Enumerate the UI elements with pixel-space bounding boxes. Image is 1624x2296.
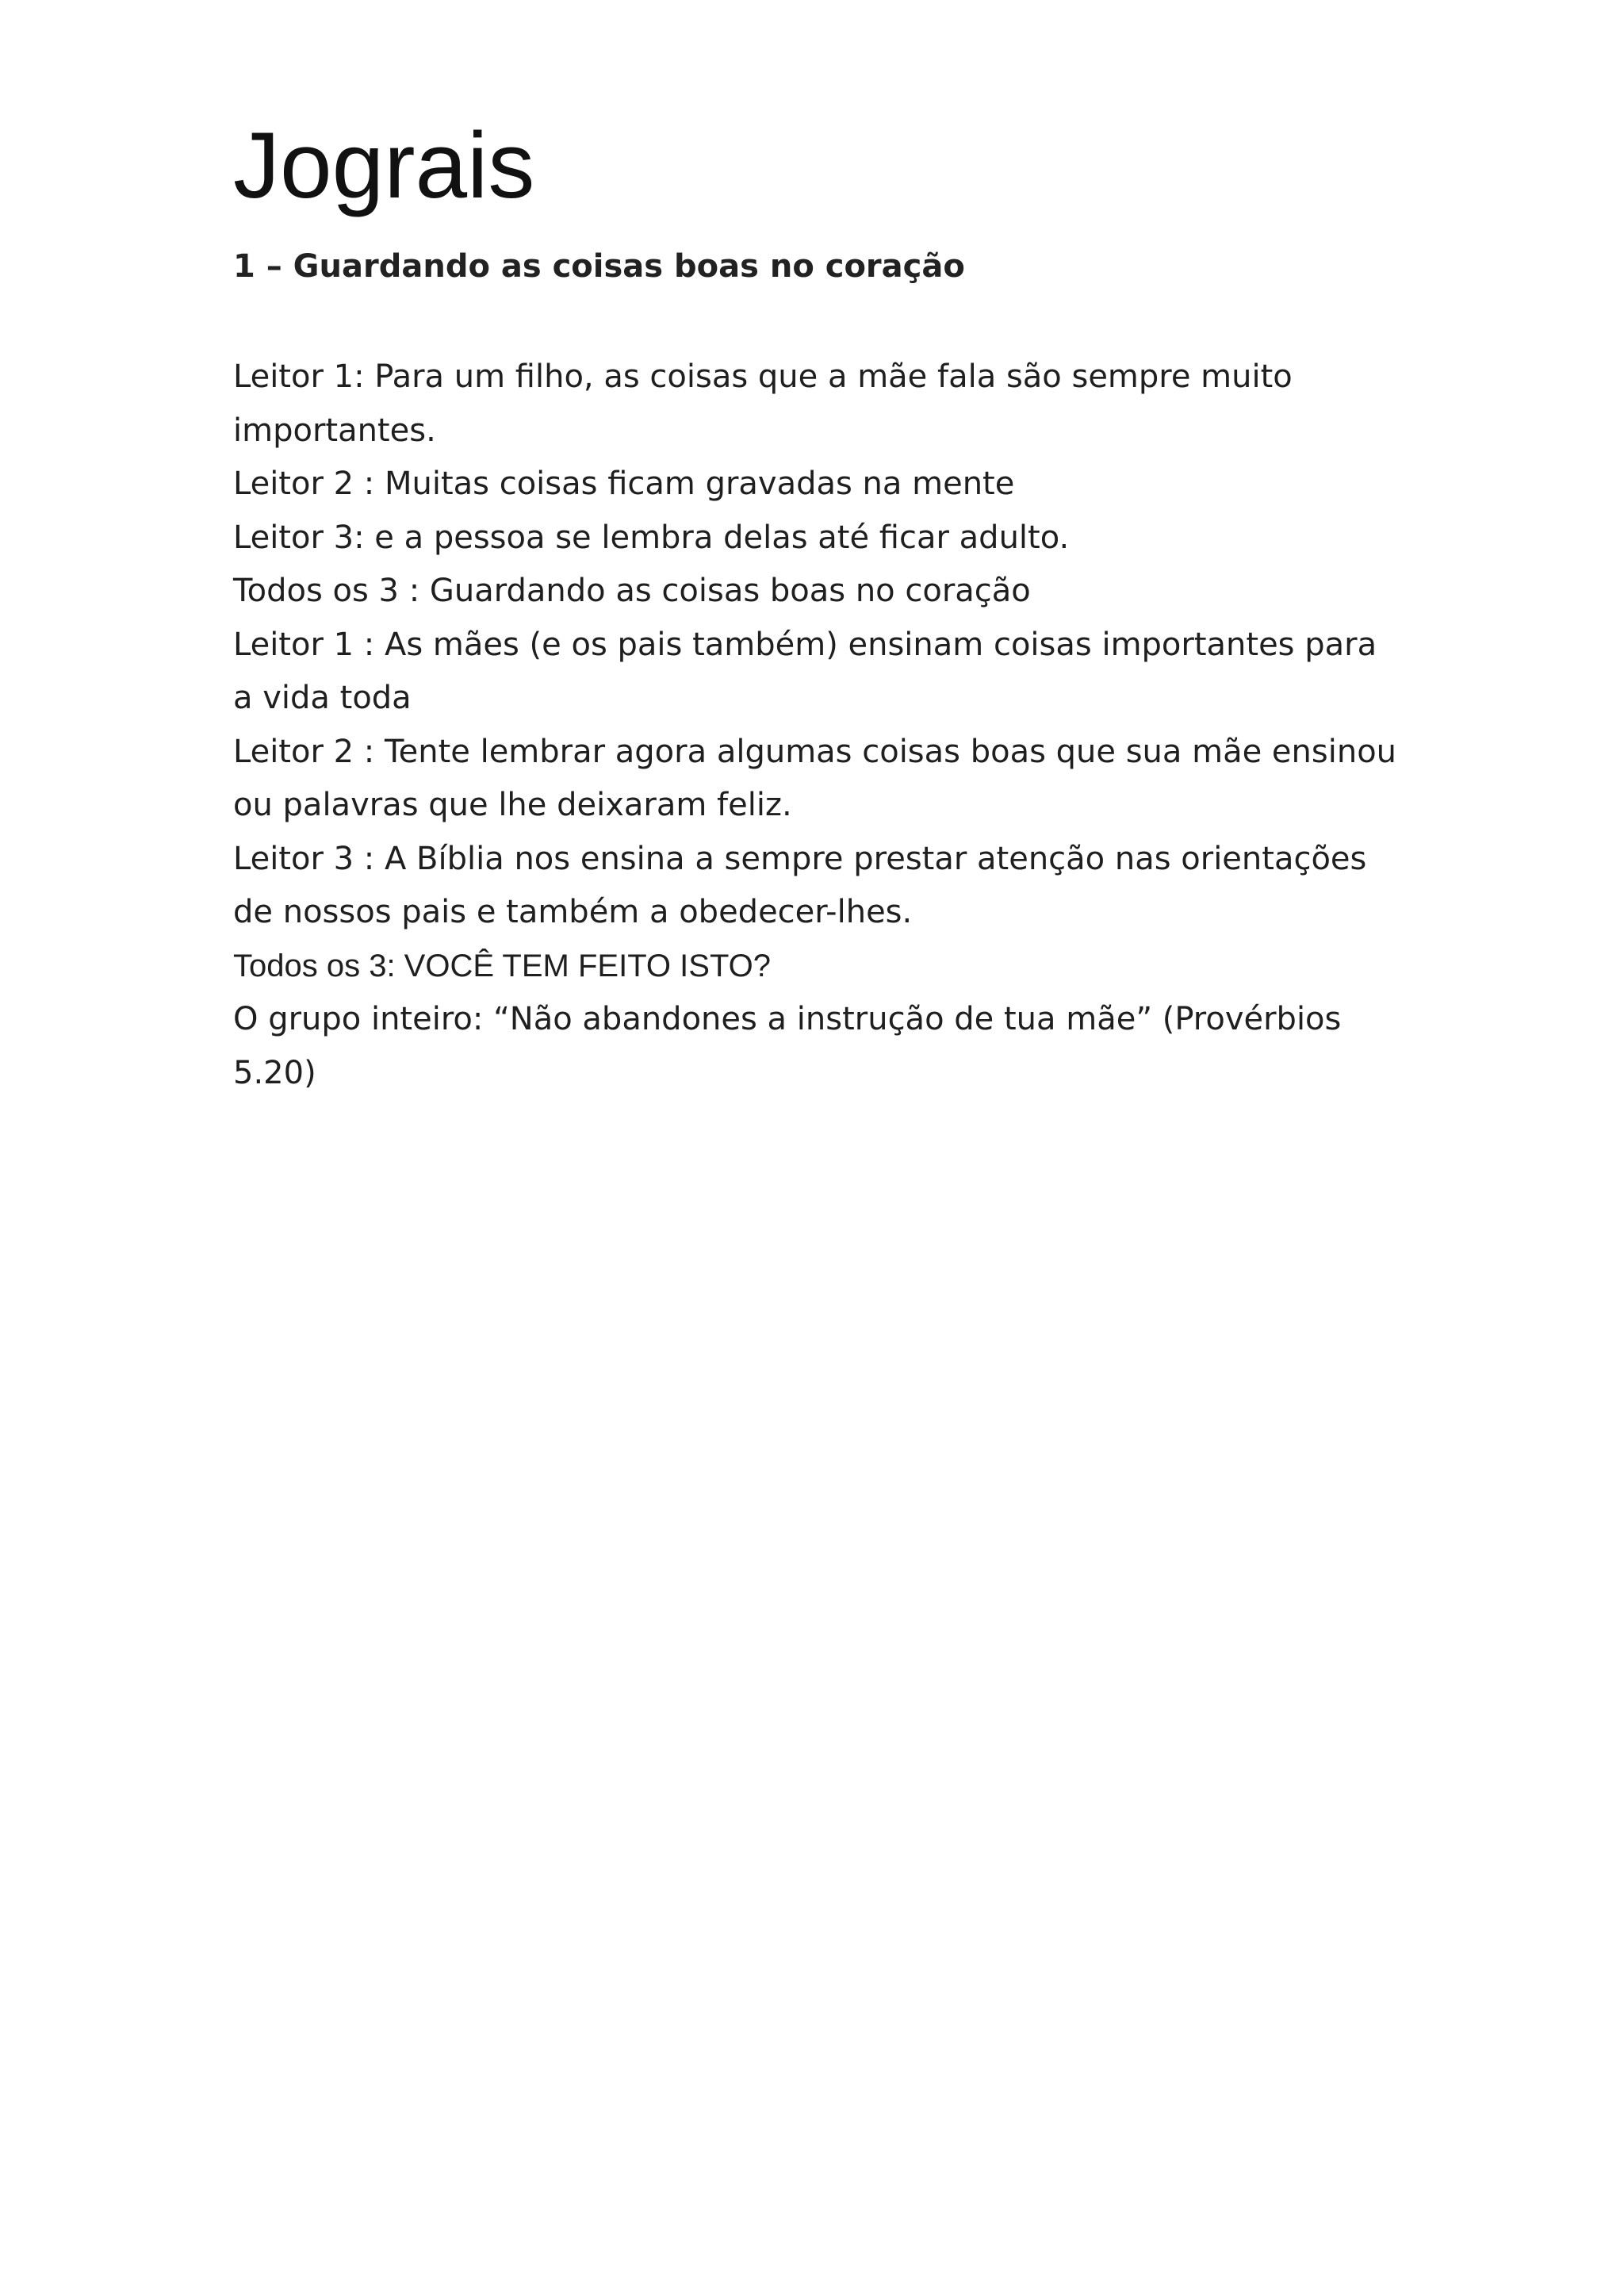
paragraph-line: Leitor 1: Para um filho, as coisas que a mãe fala são sempre muito importantes. (233, 358, 1293, 449)
paragraph-line: O grupo inteiro: “Não abandones a instrução de tua mãe” (Provérbios 5.20) (233, 1001, 1342, 1091)
paragraph-line: Leitor 3: e a pessoa se lembra delas até ficar adulto. (233, 519, 1070, 556)
section-heading: 1 – Guardando as coisas boas no coração (233, 248, 965, 285)
paragraph-line: Todos os 3: VOCÊ TEM FEITO ISTO? (233, 948, 772, 983)
document-body (233, 351, 1399, 1100)
document-content (233, 113, 1399, 1091)
paragraph-line: Todos os 3 : Guardando as coisas boas no coração (233, 573, 1031, 609)
paragraph-line: Leitor 2 : Muitas coisas ficam gravadas na mente (233, 466, 1015, 502)
paragraph-line: Leitor 3 : A Bíblia nos ensina a sempre prestar atenção nas orientações de nossos pais e também a obedecer-lhes. (233, 840, 1367, 930)
paragraph-line: Leitor 2 : Tente lembrar agora algumas coisas boas que sua mãe ensinou ou palavras que lhe deixaram feliz. (233, 733, 1397, 823)
document-title: Jograis (233, 113, 535, 218)
paragraph-line: Leitor 1 : As mães (e os pais também) ensinam coisas importantes para a vida toda (233, 626, 1377, 716)
